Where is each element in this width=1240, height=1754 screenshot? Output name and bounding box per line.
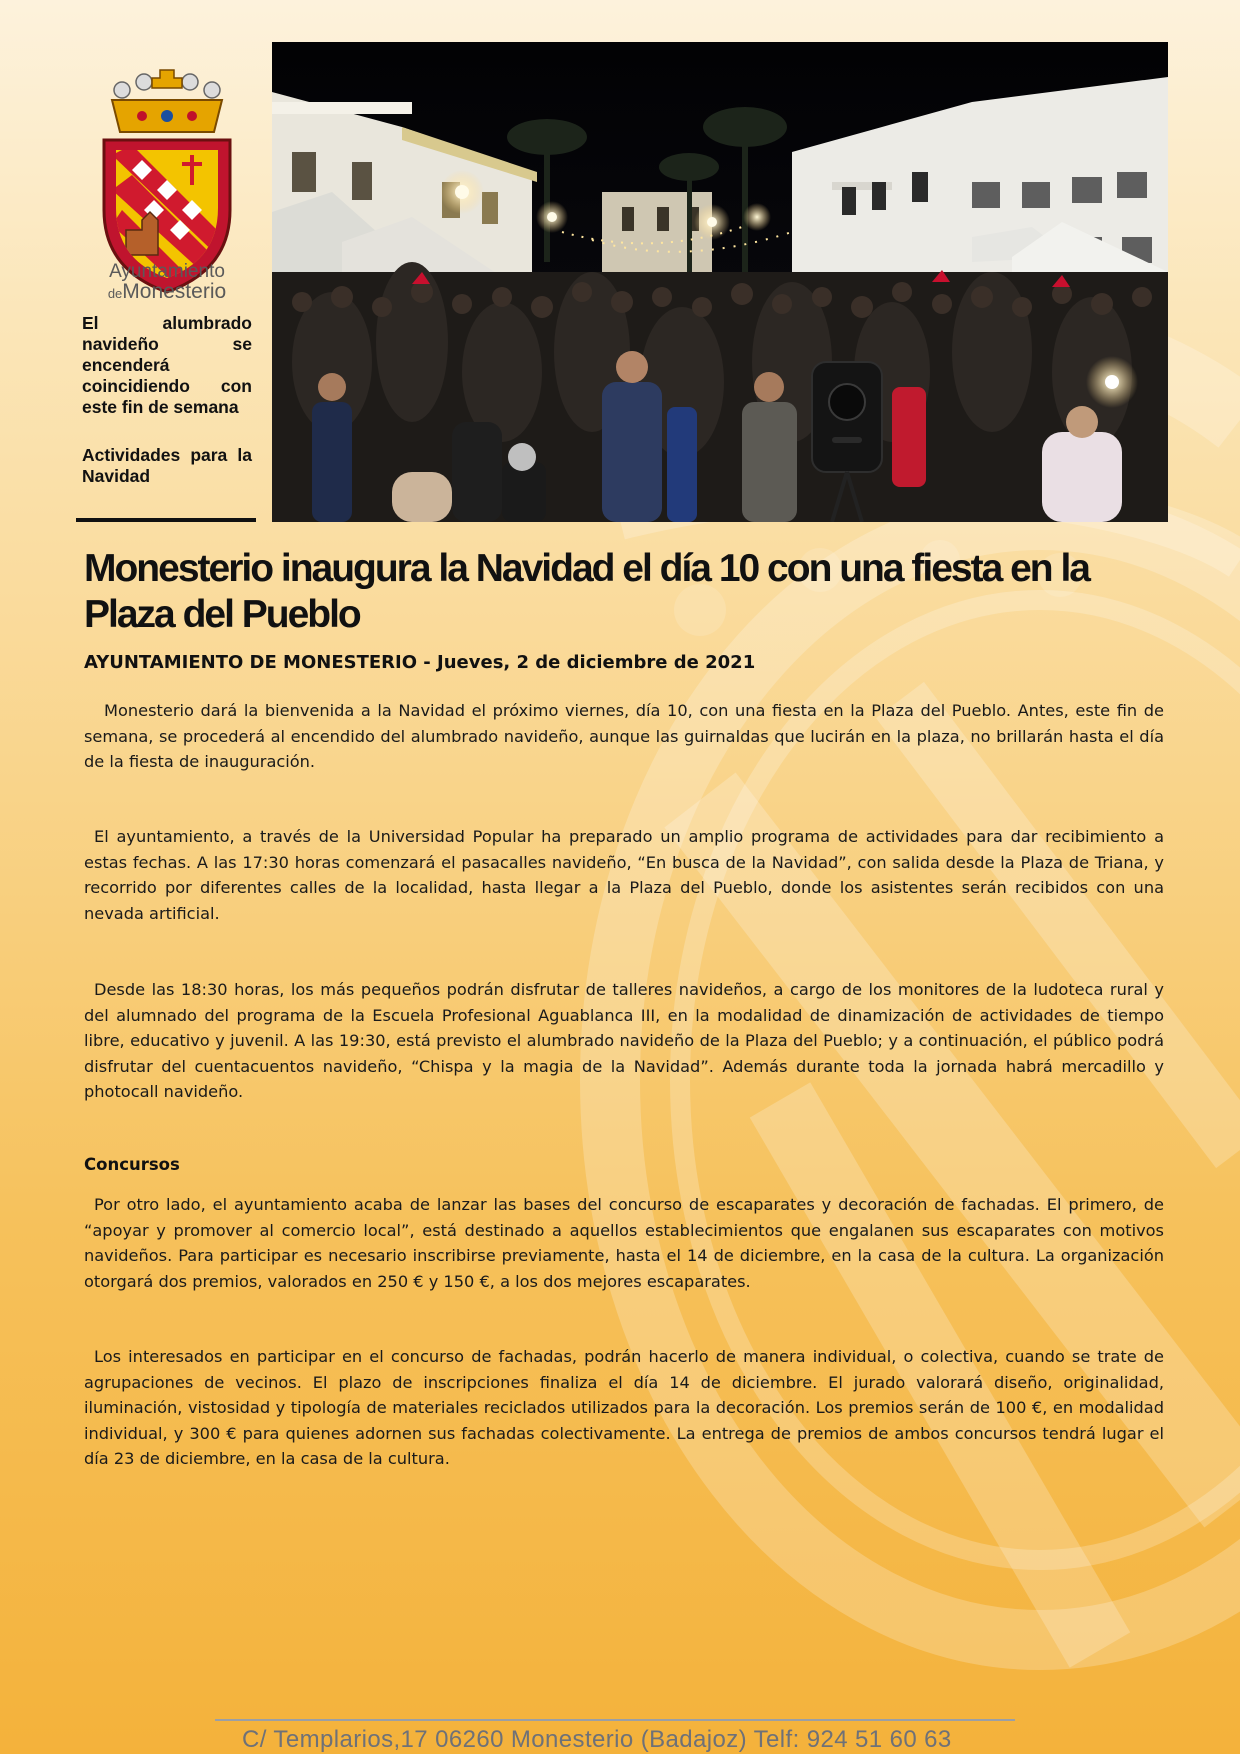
logo-text — [82, 262, 252, 304]
footer-divider — [215, 1719, 1015, 1721]
section-heading-concursos: Concursos — [84, 1155, 180, 1174]
article-headline: Monesterio inaugura la Navidad el día 10 con una fiesta en la Plaza del Pueblo — [84, 547, 1089, 636]
article-paragraph-5: Los interesados en participar en el concurso de fachadas, podrán hacerlo de manera individual, o colectiva, cuando se trate de agrupaciones de vecinos. El plazo de inscripciones finaliza el día 14 de diciembre. El jurado valorará diseño, originalidad, iluminación, vistosidad y tipología de materiales reciclados utilizados para la decoración. Los premios serán de 100 €, en modalidad individual, y 300 € para quienes adornen sus fachadas colectivamente. La entrega de premios de ambos concursos tendrá lugar el día 23 de diciembre, en la casa de la cultura. — [84, 1347, 1164, 1468]
logo-line2-small: de — [107, 286, 123, 301]
footer-address: C/ Templarios,17 06260 Monesterio (Badajoz) Telf: 924 51 60 63 — [242, 1726, 952, 1753]
plaza-night-photo — [272, 42, 1168, 522]
logo-line2-main: Monesterio — [122, 280, 227, 303]
logo-line2 — [82, 282, 252, 304]
photo-illustration — [272, 42, 1168, 522]
article-byline: AYUNTAMIENTO DE MONESTERIO - Jueves, 2 de diciembre de 2021 — [84, 652, 756, 673]
sidebar-teaser-activities[interactable]: Actividades para la Navidad — [82, 445, 252, 486]
article-paragraph-3: Desde las 18:30 horas, los más pequeños podrán disfrutar de talleres navideños, a cargo de los monitores de la ludoteca rural y del alumnado del programa de la Escuela Profesional Aguablanca III, en la modalidad de dinamización de actividades de tiempo libre, educativo y juvenil. A las 19:30, está previsto el alumbrado navideño de la Plaza del Pueblo; y a continuación, el público podrá disfrutar del cuentacuentos navideño, “Chispa y la magia de la Navidad”. Además durante toda la jornada habrá mercadillo y photocall navideño. — [84, 980, 1164, 1101]
article-paragraph-4: Por otro lado, el ayuntamiento acaba de lanzar las bases del concurso de escaparates y decoración de fachadas. El primero, de “apoyar y promover al comercio local”, está destinado a aquellos establecimientos que engalanen sus escaparates con motivos navideños. Para participar es necesario inscribirse previamente, hasta el 14 de diciembre, en la casa de la cultura. La organización otorgará dos premios, valorados en 250 € y 150 €, a los dos mejores escaparates. — [84, 1195, 1164, 1291]
sidebar-teaser-lighting[interactable]: El alumbrado navideño se encenderá coincidiendo con este fin de semana — [82, 313, 252, 417]
logo-line1: Ayuntamiento — [109, 261, 225, 282]
article-paragraph-1: Monesterio dará la bienvenida a la Navidad el próximo viernes, día 10, con una fiesta en la Plaza del Pueblo. Antes, este fin de semana, se procederá al encendido del alumbrado navideño, aunque las guirnaldas que lucirán en la plaza, no brillarán hasta el día de la fiesta de inauguración. — [84, 701, 1164, 771]
article-paragraph-2: El ayuntamiento, a través de la Universidad Popular ha preparado un amplio programa de actividades para dar recibimiento a estas fechas. A las 17:30 horas comenzará el pasacalles navideño, “En busca de la Navidad”, con salida desde la Plaza de Triana, y recorrido por diferentes calles de la localidad, hasta llegar a la Plaza del Pueblo, donde los asistentes serán recibidos con una nevada artificial. — [84, 827, 1164, 923]
sidebar-divider — [76, 518, 256, 522]
